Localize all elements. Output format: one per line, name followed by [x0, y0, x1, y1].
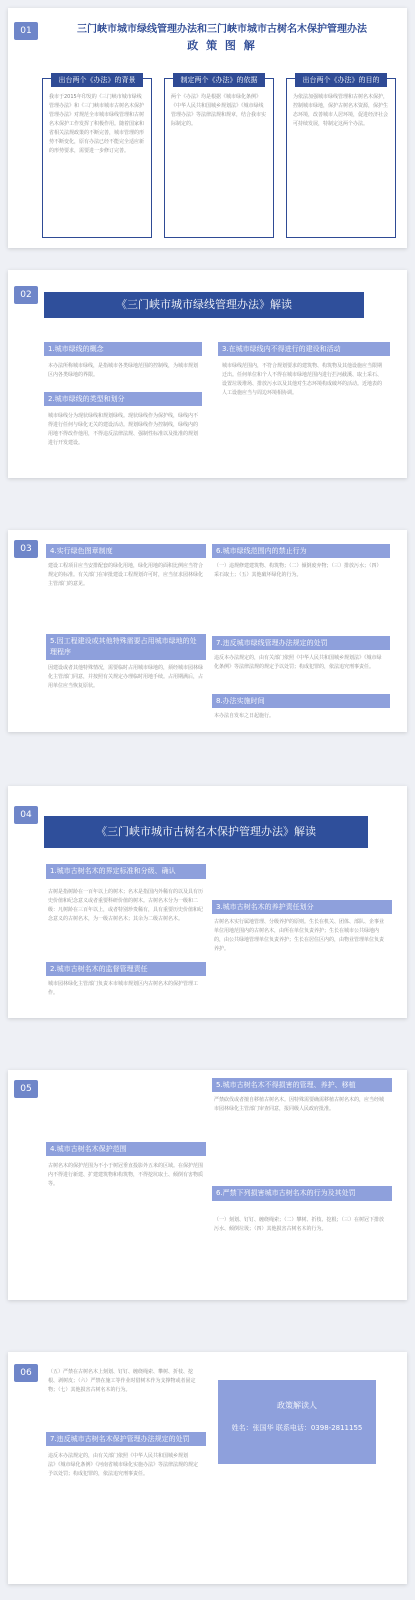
section-number: 03 [14, 540, 38, 558]
section-number: 02 [14, 286, 38, 304]
box-heading: 出台两个《办法》的背景 [51, 73, 143, 87]
section-number: 05 [14, 1080, 38, 1098]
section-text: 违反本办法规定的，由有关部门依照《中华人民共和国城乡规划法》《城市绿化条例》等法律法规的规定予以处罚；构成犯罪的，依法追究刑事责任。 [214, 655, 382, 670]
section-heading: 7.违反城市绿线管理办法规定的处罚 [212, 636, 390, 650]
box-text: 为依法加强城市绿线管理和古树名木保护，控制城市绿地，保护古树名木资源，保护生态环境，改善城市人居环境，促进经济社会可持续发展，特制定这两个办法。 [293, 94, 389, 127]
section-text: 古树名木实行属地管理、分级养护的原则。生长在机关、团体、部队、企事业单位用地范围内的古树名木，由所在单位负责养护；生长在城市公共绿地内的，由公共绿地管理单位负责养护；生长在居住区内的，由物业管理单位负责养护。 [214, 919, 385, 952]
section-banner: 《三门峡市城市绿线管理办法》解读 [44, 292, 364, 318]
box-text: 我市于2015年印发的《三门峡市城市绿线管理办法》和《三门峡市城市古树名木保护管理办法》对规范全市城市绿线管理和古树名木保护工作发挥了积极作用。随着国家和省相关法规政策的不断完善，城市管理的形势不断变化，原有办法已经不能完全适应新的形势要求，需要进一步修订完善。 [49, 94, 145, 154]
section-text: （五）严禁在古树名木上刻划、钉钉、缠绕绳索、攀树、折枝、挖根、剥树皮；（六）严禁在施工等作业时借树木作为支撑物或者固定物；（七）其他损害古树名木的行为。 [48, 1369, 196, 1393]
section-heading: 4.实行绿色图章制度 [46, 544, 206, 558]
section-text: 城市绿线分为现状绿线和规划绿线。现状绿线作为保护线，绿线内不得进行任何与绿化无关的建设活动。规划绿线作为控制线，绿线内的用地不得改作他用，不得违反法律法规、强制性标准以及批准的规划进行开发建设。 [48, 413, 198, 446]
section-heading: 2.城市古树名木的监督管理责任 [46, 962, 206, 976]
box-text: 两个《办法》均是根据《城市绿化条例》《中华人民共和国城乡规划法》《城市绿线管理办法》等法律法规和规章，结合我市实际制定的。 [171, 94, 267, 127]
section-text: 城市园林绿化主管部门负责本市城市规划区内古树名木的保护管理工作。 [48, 981, 199, 996]
section-text: 违反本办法规定的，由有关部门依照《中华人民共和国城乡规划法》《城市绿化条例》《河南省城市绿化实施办法》等法律法规的规定予以处罚；构成犯罪的，依法追究刑事责任。 [48, 1453, 198, 1477]
purpose-box [286, 78, 396, 238]
section-heading: 3.城市古树名木的养护责任划分 [212, 900, 392, 914]
section-card-6 [8, 1352, 407, 1584]
section-text: 因建设或者其他特殊情况，需要临时占用城市绿地的，须经城市园林绿化主管部门同意，并按照有关规定办理临时用地手续。占用期满后，占用单位应当恢复原状。 [48, 665, 204, 689]
background-box [42, 78, 152, 238]
box-heading: 出台两个《办法》的目的 [295, 73, 387, 87]
section-heading: 4.城市古树名木保护范围 [46, 1142, 206, 1156]
section-number: 04 [14, 806, 38, 824]
section-card-1 [8, 8, 407, 248]
section-text: （一）刻划、钉钉、缠绕绳索；（二）攀树、折枝、挖根；（三）在树冠下排放污水、倾倒垃圾；（四）其他损害古树名木的行为。 [214, 1217, 385, 1232]
section-heading: 5.因工程建设或其他特殊需要占用城市绿地的处理程序 [46, 634, 206, 660]
section-card-3 [8, 530, 407, 732]
section-card-4 [8, 786, 407, 1018]
section-card-5 [8, 1070, 407, 1300]
contact-box [218, 1380, 376, 1464]
section-text: （一）违规修建建筑物、构筑物；（二）倾倒废弃物；（三）排放污水；（四）采石取土；（五）其他破坏绿化的行为。 [214, 563, 382, 578]
section-heading: 1.城市绿线的概念 [44, 342, 202, 356]
section-text: 建设工程项目应当安排配套的绿化用地，绿化用地的面积比例应当符合规定的标准。有关部门在审批建设工程规划许可时，应当征求园林绿化主管部门的意见。 [48, 563, 204, 587]
section-text: 本办法所称城市绿线，是指城市各类绿地范围的控制线，为城市规划区内各类绿地的界限。 [48, 363, 198, 378]
section-text: 城市绿线范围内，不符合规划要求的建筑物、构筑物及其他设施应当限期迁出。任何单位和个人不得在城市绿地范围内进行拦河截溪、取土采石、设置垃圾堆场、排放污水以及其他对生态环境构成破坏的活动。近地表的人工设施应当与周边环境相协调。 [222, 363, 383, 396]
section-text: 本办法自发布之日起施行。 [214, 713, 275, 719]
section-number: 01 [14, 22, 38, 40]
section-heading: 6.城市绿线范围内的禁止行为 [212, 544, 390, 558]
section-heading: 8.办法实施时间 [212, 694, 390, 708]
section-banner: 《三门峡市城市古树名木保护管理办法》解读 [44, 816, 368, 848]
section-text: 古树是指树龄在一百年以上的树木；名木是指国内外稀有的以及具有历史价值和纪念意义或者重要科研价值的树木。古树名木分为一级和二级：凡树龄在三百年以上，或者特别珍贵稀有，具有重要历史价值和纪念意义的古树名木，为一级古树名木；其余为二级古树名木。 [48, 889, 204, 922]
section-heading: 7.违反城市古树名木保护管理办法规定的处罚 [46, 1432, 206, 1446]
section-heading: 6.严禁下列损害城市古树名木的行为及其处罚 [212, 1186, 392, 1201]
box-heading: 制定两个《办法》的依据 [173, 73, 265, 87]
section-number: 06 [14, 1364, 38, 1382]
contact-info: 姓名：张国华 联系电话：0398-2811155 [231, 1424, 363, 1432]
section-heading: 1.城市古树名木的界定标准和分级、确认 [46, 864, 206, 879]
basis-box [164, 78, 274, 238]
page-subtitle: 政 策 图 解 [187, 39, 257, 52]
section-heading: 2.城市绿线的类型和划分 [44, 392, 202, 406]
section-heading: 5.城市古树名木不得损害的管理、养护、移植 [212, 1078, 392, 1092]
page-title: 三门峡市城市绿线管理办法和三门峡市城市古树名木保护管理办法 [77, 24, 367, 35]
section-card-2 [8, 270, 407, 478]
section-text: 严禁砍伐或者擅自移植古树名木。因特殊需要确需移植古树名木的，应当经城市园林绿化主管部门审查同意，报同级人民政府批准。 [214, 1097, 385, 1112]
section-heading: 3.在城市绿线内不得进行的建设和活动 [218, 342, 390, 356]
contact-title: 政策解读人 [277, 1401, 317, 1410]
section-text: 古树名木的保护范围为不小于树冠垂直投影外五米的区域。在保护范围内不得进行新建、扩建建筑物和构筑物，不得挖坑取土、倾倒有害物质等。 [48, 1163, 204, 1187]
